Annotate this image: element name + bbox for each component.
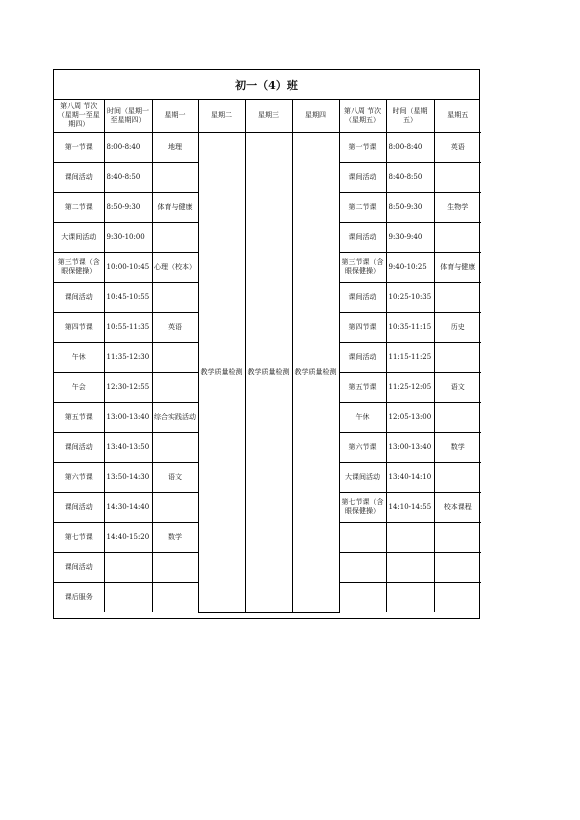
- column-header: 星期一: [152, 100, 198, 132]
- friday-cell: 生物学: [434, 192, 481, 222]
- time-cell: 11:35-12:30: [104, 342, 152, 372]
- period-cell: 课间活动: [54, 432, 104, 462]
- monday-cell: [152, 162, 198, 192]
- friday-cell: 校本课程: [434, 492, 481, 522]
- time-cell: 8:00-8:40: [104, 132, 152, 162]
- friday-cell: [434, 552, 481, 582]
- friday-period-cell: 课间活动: [339, 222, 386, 252]
- friday-time-cell: 9:40-10:25: [386, 252, 434, 282]
- column-header: 时间（星期五）: [386, 100, 434, 132]
- friday-time-cell: 9:30-9:40: [386, 222, 434, 252]
- period-cell: 大课间活动: [54, 222, 104, 252]
- friday-period-cell: 第七节课（含眼保健操）: [339, 492, 386, 522]
- friday-cell: 数学: [434, 432, 481, 462]
- friday-time-cell: 12:05-13:00: [386, 402, 434, 432]
- friday-period-cell: 第三节课（含眼保健操）: [339, 252, 386, 282]
- friday-period-cell: 课间活动: [339, 282, 386, 312]
- wednesday-exam-cell: 教学质量检测: [245, 132, 292, 612]
- friday-cell: 体育与健康: [434, 252, 481, 282]
- monday-cell: 英语: [152, 312, 198, 342]
- friday-time-cell: 11:25-12:05: [386, 372, 434, 402]
- period-cell: 第二节课: [54, 192, 104, 222]
- period-cell: 第三节课（含眼保健操）: [54, 252, 104, 282]
- friday-time-cell: 13:40-14:10: [386, 462, 434, 492]
- friday-period-cell: [339, 582, 386, 612]
- friday-time-cell: 13:00-13:40: [386, 432, 434, 462]
- timetable: [54, 100, 481, 613]
- friday-time-cell: 8:40-8:50: [386, 162, 434, 192]
- monday-cell: 心理（校本）: [152, 252, 198, 282]
- monday-cell: 综合实践活动: [152, 402, 198, 432]
- monday-cell: 语文: [152, 462, 198, 492]
- monday-cell: [152, 432, 198, 462]
- friday-cell: [434, 582, 481, 612]
- friday-period-cell: [339, 522, 386, 552]
- monday-cell: 数学: [152, 522, 198, 552]
- time-cell: 12:30-12:55: [104, 372, 152, 402]
- time-cell: 13:50-14:30: [104, 462, 152, 492]
- friday-time-cell: 14:10-14:55: [386, 492, 434, 522]
- friday-cell: [434, 462, 481, 492]
- time-cell: 9:30-10:00: [104, 222, 152, 252]
- period-cell: 课间活动: [54, 162, 104, 192]
- time-cell: 13:40-13:50: [104, 432, 152, 462]
- friday-cell: [434, 162, 481, 192]
- friday-period-cell: 第一节课: [339, 132, 386, 162]
- period-cell: 午会: [54, 372, 104, 402]
- period-cell: 课间活动: [54, 282, 104, 312]
- friday-cell: 英语: [434, 132, 481, 162]
- friday-period-cell: 第二节课: [339, 192, 386, 222]
- friday-cell: 历史: [434, 312, 481, 342]
- friday-cell: [434, 522, 481, 552]
- period-cell: 第四节课: [54, 312, 104, 342]
- period-cell: 第一节课: [54, 132, 104, 162]
- friday-time-cell: 11:15-11:25: [386, 342, 434, 372]
- time-cell: 10:45-10:55: [104, 282, 152, 312]
- thursday-exam-cell: 教学质量检测: [292, 132, 339, 612]
- table-row: [54, 132, 481, 162]
- friday-period-cell: 第五节课: [339, 372, 386, 402]
- time-cell: 13:00-13:40: [104, 402, 152, 432]
- friday-time-cell: 8:50-9:30: [386, 192, 434, 222]
- time-cell: [104, 552, 152, 582]
- timetable-sheet: [53, 69, 480, 619]
- time-cell: 10:55-11:35: [104, 312, 152, 342]
- time-cell: [104, 582, 152, 612]
- column-header: 星期四: [292, 100, 339, 132]
- time-cell: 14:40-15:20: [104, 522, 152, 552]
- friday-period-cell: 第六节课: [339, 432, 386, 462]
- tuesday-exam-cell: 教学质量检测: [198, 132, 245, 612]
- column-header: 第八周 节次（星期一至星期四）: [54, 100, 104, 132]
- period-cell: 第五节课: [54, 402, 104, 432]
- column-header: 第八周 节次（星期五）: [339, 100, 386, 132]
- friday-period-cell: 课间活动: [339, 162, 386, 192]
- period-cell: 课间活动: [54, 492, 104, 522]
- friday-time-cell: [386, 522, 434, 552]
- header-row: [54, 100, 481, 132]
- friday-time-cell: [386, 582, 434, 612]
- monday-cell: [152, 342, 198, 372]
- friday-period-cell: 课间活动: [339, 342, 386, 372]
- monday-cell: [152, 582, 198, 612]
- time-cell: 14:30-14:40: [104, 492, 152, 522]
- period-cell: 课间活动: [54, 552, 104, 582]
- monday-cell: [152, 372, 198, 402]
- period-cell: 第六节课: [54, 462, 104, 492]
- monday-cell: 体育与健康: [152, 192, 198, 222]
- friday-cell: [434, 342, 481, 372]
- friday-cell: 语文: [434, 372, 481, 402]
- friday-time-cell: 8:00-8:40: [386, 132, 434, 162]
- monday-cell: [152, 282, 198, 312]
- monday-cell: [152, 552, 198, 582]
- column-header: 星期二: [198, 100, 245, 132]
- time-cell: 10:00-10:45: [104, 252, 152, 282]
- column-header: 时间（星期一至星期四）: [104, 100, 152, 132]
- monday-cell: 地理: [152, 132, 198, 162]
- time-cell: 8:50-9:30: [104, 192, 152, 222]
- friday-period-cell: 第四节课: [339, 312, 386, 342]
- friday-cell: [434, 222, 481, 252]
- monday-cell: [152, 222, 198, 252]
- page-title: 初一（4）班: [54, 70, 479, 100]
- friday-time-cell: 10:25-10:35: [386, 282, 434, 312]
- friday-period-cell: [339, 552, 386, 582]
- friday-time-cell: 10:35-11:15: [386, 312, 434, 342]
- friday-cell: [434, 282, 481, 312]
- friday-period-cell: 午休: [339, 402, 386, 432]
- friday-cell: [434, 402, 481, 432]
- column-header: 星期三: [245, 100, 292, 132]
- period-cell: 第七节课: [54, 522, 104, 552]
- period-cell: 午休: [54, 342, 104, 372]
- friday-period-cell: 大课间活动: [339, 462, 386, 492]
- column-header: 星期五: [434, 100, 481, 132]
- time-cell: 8:40-8:50: [104, 162, 152, 192]
- period-cell: 课后服务: [54, 582, 104, 612]
- friday-time-cell: [386, 552, 434, 582]
- monday-cell: [152, 492, 198, 522]
